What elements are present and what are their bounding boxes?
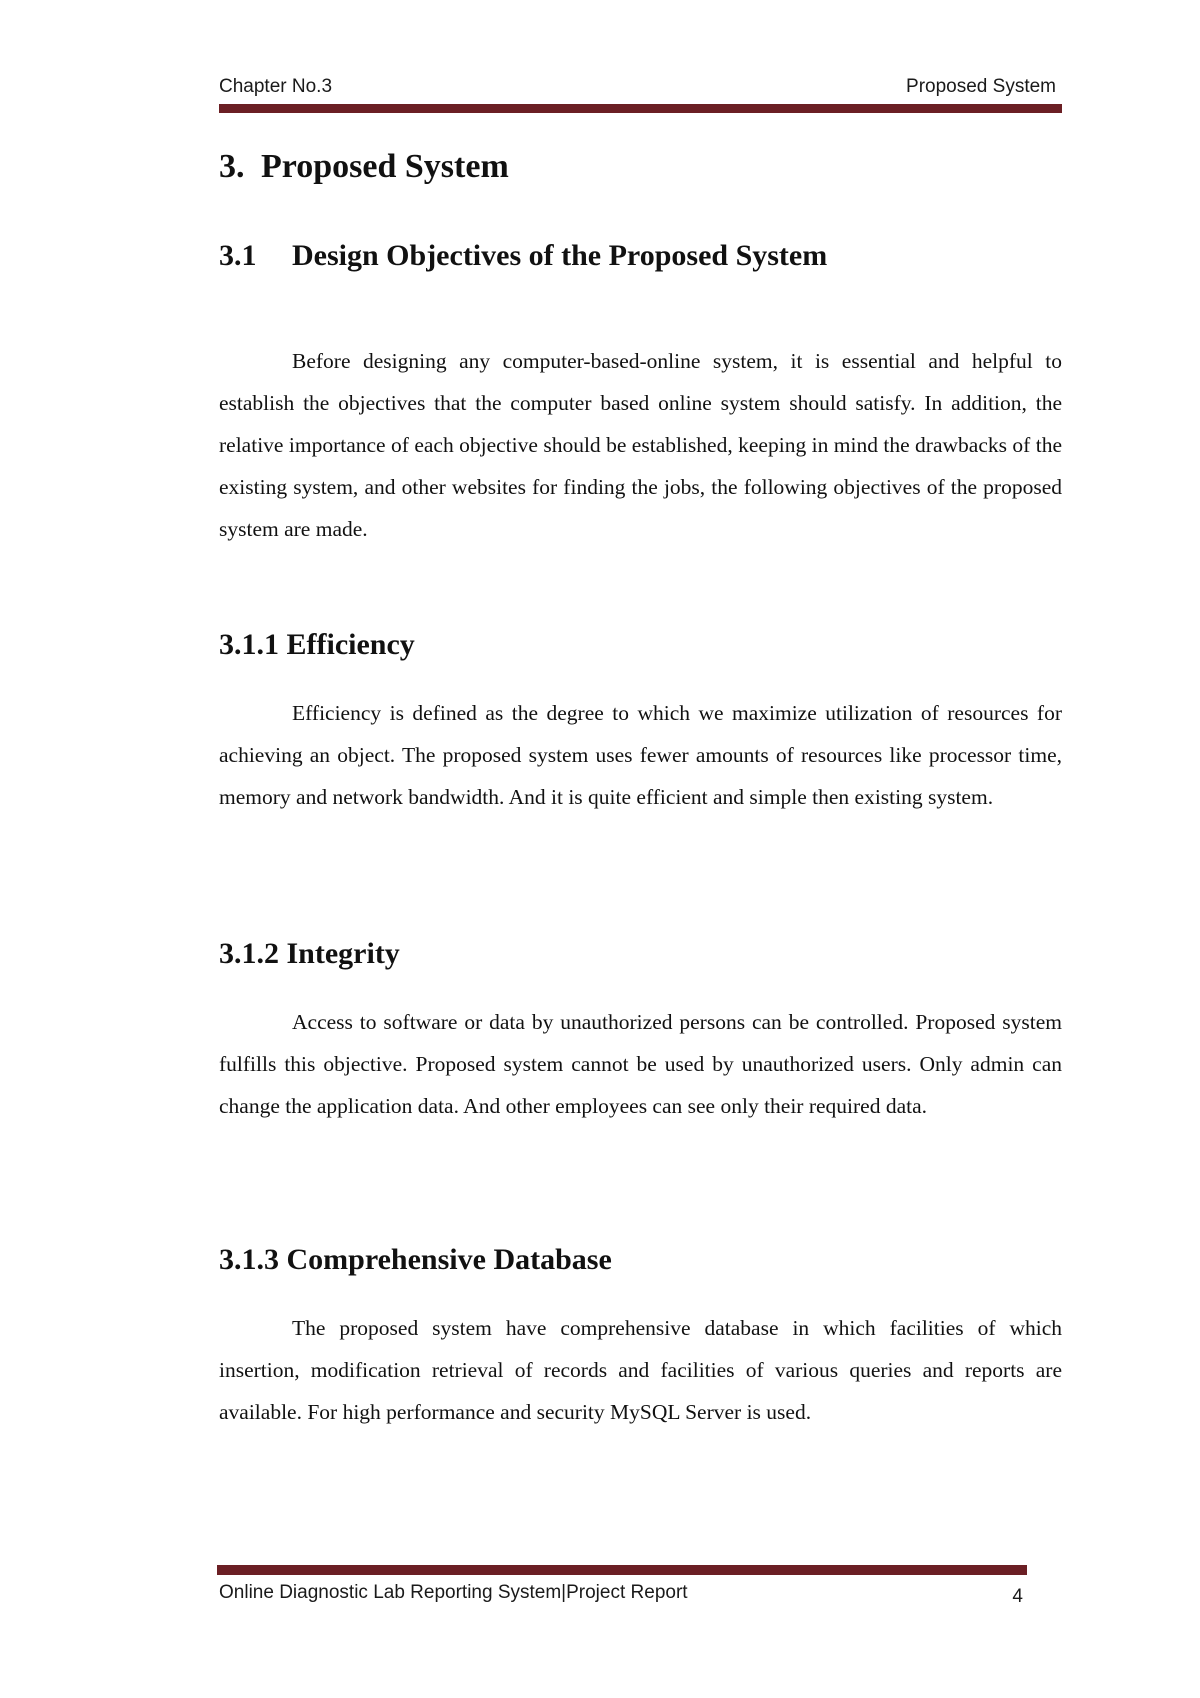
page-header bbox=[219, 72, 1062, 102]
subsection-body-integrity: Access to software or data by unauthorized persons can be controlled. Proposed system fulfills this objective. Proposed system cannot be used by unauthorized users. Only admin can change the application data. And other employees can see only their required data. bbox=[219, 1010, 1062, 1118]
intro-paragraph: Before designing any computer-based-online system, it is essential and helpful to establish the objectives that the computer based online system should satisfy. In addition, the relative importance of each objective should be established, keeping in mind the drawbacks of the existing system, and other websites for finding the jobs, the following objectives of the proposed system are made. bbox=[219, 349, 1062, 541]
header-chapter: Chapter No.3 bbox=[219, 76, 333, 97]
chapter-heading-number: 3. bbox=[219, 148, 245, 185]
section-heading bbox=[219, 239, 827, 273]
chapter-heading-title: Proposed System bbox=[261, 148, 509, 185]
subsection-heading-database: 3.1.3 Comprehensive Database bbox=[219, 1243, 612, 1276]
section-heading-title: Design Objectives of the Proposed System bbox=[292, 239, 828, 272]
subsection-heading-integrity: 3.1.2 Integrity bbox=[219, 937, 400, 970]
chapter-heading bbox=[219, 148, 509, 186]
page-number: 4 bbox=[1012, 1586, 1023, 1607]
subsection-body-database: The proposed system have comprehensive database in which facilities of which insertion, modification retrieval of records and facilities of various queries and reports are available. For high performance and security MySQL Server is used. bbox=[219, 1316, 1062, 1424]
header-section: Proposed System bbox=[906, 76, 1056, 97]
header-rule bbox=[219, 104, 1062, 113]
subsection-body-efficiency: Efficiency is defined as the degree to which we maximize utilization of resources for achieving an object. The proposed system uses fewer amounts of resources like processor time, memory and network bandwidth. And it is quite efficient and simple then existing system. bbox=[219, 701, 1062, 809]
footer-rule bbox=[217, 1565, 1027, 1575]
footer-title: Online Diagnostic Lab Reporting System|Project Report bbox=[219, 1582, 688, 1603]
subsection-heading-efficiency: 3.1.1 Efficiency bbox=[219, 628, 415, 661]
section-heading-number: 3.1 bbox=[219, 239, 257, 272]
